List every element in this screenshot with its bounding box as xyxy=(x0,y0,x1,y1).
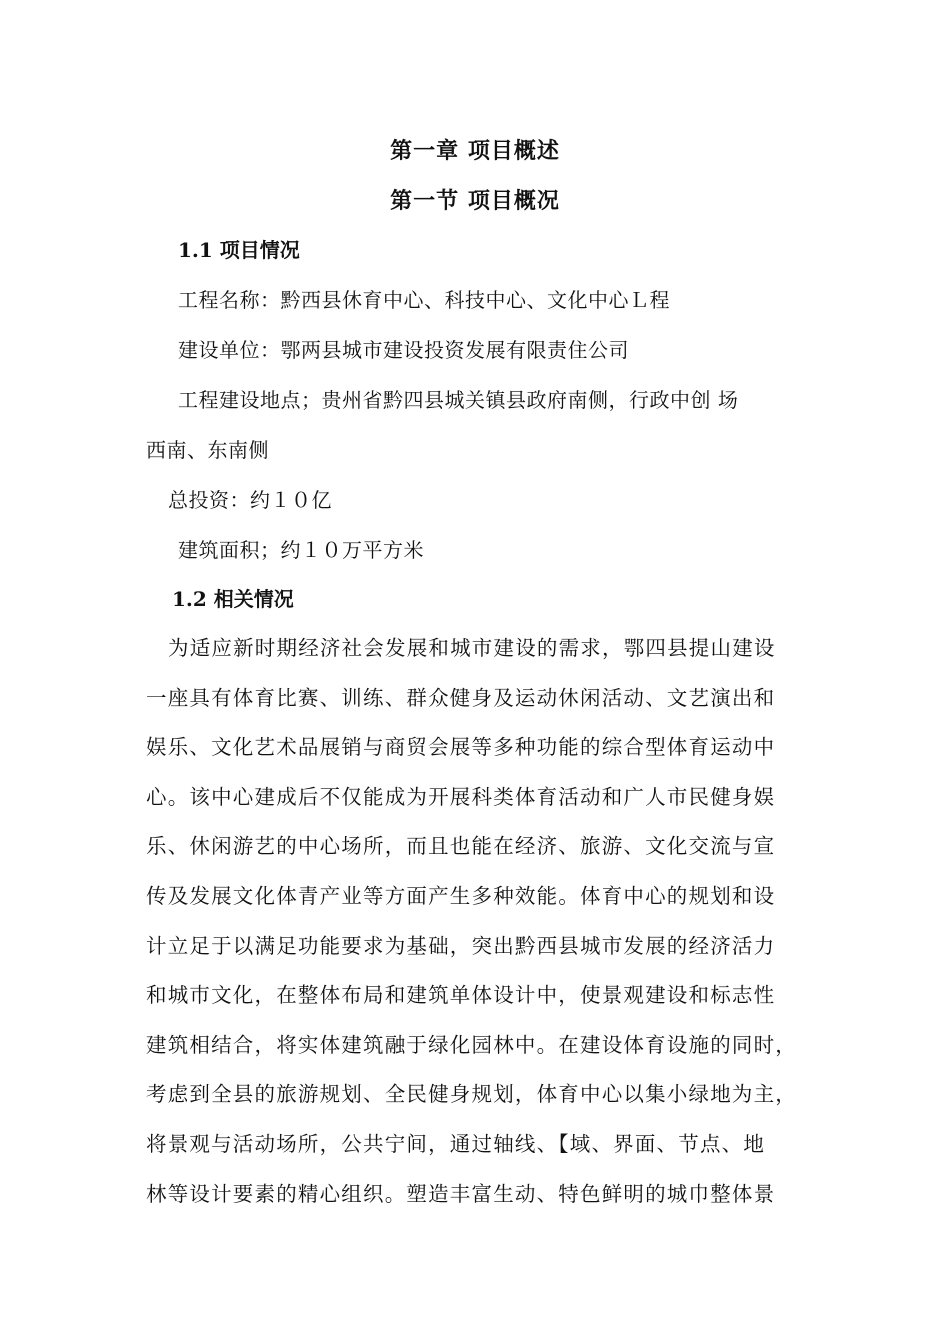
paragraph-line: 将景观与活动场所，公共宁间，通过轴线、【域、界面、节点、地 xyxy=(146,1131,766,1156)
related-situation-paragraph xyxy=(146,633,826,1228)
location-line-1: 工程建设地点；贵州省黔四县城关镇县政府南侧，行政中创 场 xyxy=(178,388,739,412)
paragraph-line: 为适应新时期经济社会发展和城市建设的需求，鄂四县提山建设 xyxy=(168,636,776,660)
paragraph-line: 乐、休闲游艺的中心场所，而且也能在经济、旅游、文化交流与宣 xyxy=(146,834,776,859)
paragraph-line: 林等设计要素的精心组织。塑造丰富生动、特色鲜明的城巾整体景 xyxy=(146,1181,776,1206)
subsection-title-1-1: 1.1 项目情况 xyxy=(178,238,300,262)
paragraph-line: 计立足于以满足功能要求为基础，突出黔西县城市发展的经济活力 xyxy=(146,933,776,958)
chapter-title: 第一章 项目概述 xyxy=(390,138,560,164)
area-line: 建筑面积；约１０万平方米 xyxy=(178,538,424,562)
investment-line: 总投资：约１０亿 xyxy=(168,488,332,512)
builder-line: 建设单位：鄂两县城市建设投资发展有限责住公司 xyxy=(178,338,629,362)
paragraph-line: 考虑到全县的旅游规划、全民健身规划，体育中心以集小绿地为主， xyxy=(146,1082,797,1107)
project-name-line: 工程名称：黔西县休育中心、科技中心、文化中心Ｌ程 xyxy=(178,288,670,312)
paragraph-line: 传及发展文化体青产业等方面产生多种效能。体育中心的规划和设 xyxy=(146,883,776,908)
section-title: 第一节 项目概况 xyxy=(390,188,560,214)
paragraph-line: 心。该中心建成后不仅能成为开展科类体育活动和广人市民健身娱 xyxy=(146,784,776,809)
subsection-title-1-2: 1.2 相关情况 xyxy=(172,587,294,611)
paragraph-line: 一座具有体育比赛、训练、群众健身及运动休闲活动、文艺演出和 xyxy=(146,685,776,710)
location-line-2: 西南、东南侧 xyxy=(146,438,269,462)
paragraph-line: 和城巿文化，在整体布局和建筑单体设计中，使景观建设和标志性 xyxy=(146,983,776,1008)
paragraph-line: 建筑相结合，将实体建筑融于绿化园林中。在建设体育设施的同时， xyxy=(146,1032,797,1057)
paragraph-line: 娱乐、文化艺术品展销与商贸会展等多种功能的综合型体育运动中 xyxy=(146,735,776,760)
